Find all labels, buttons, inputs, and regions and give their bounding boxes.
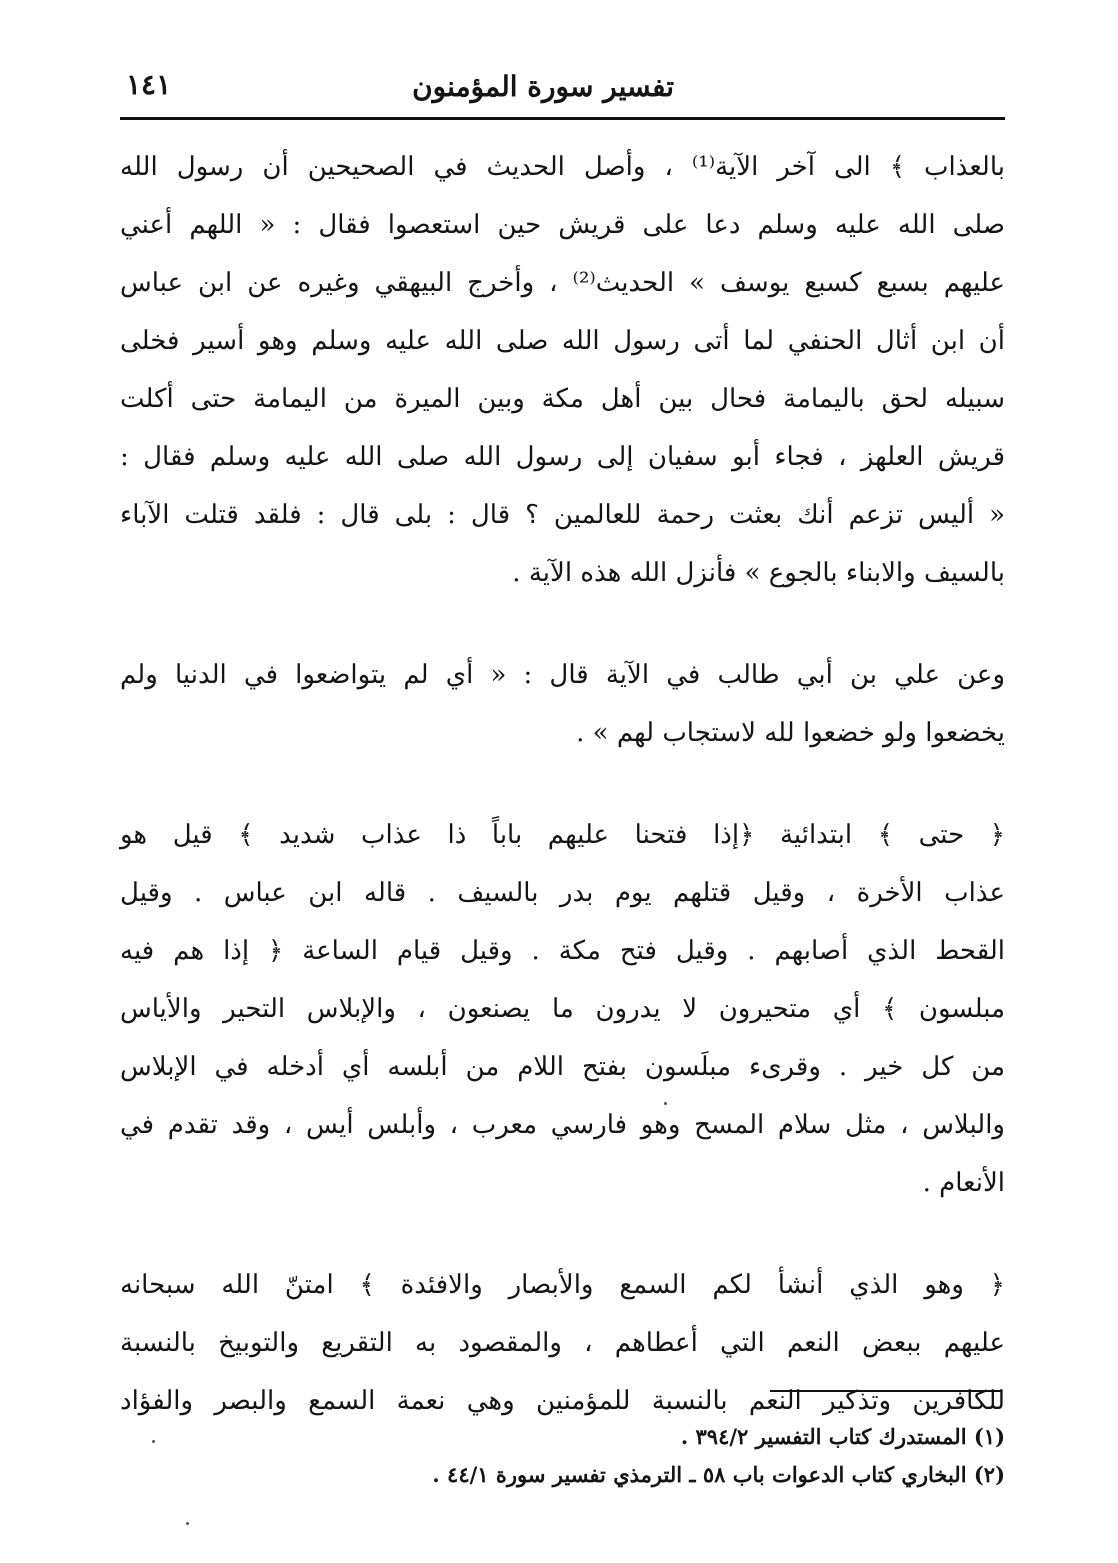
text-line: ﴿ حتى ﴾ ابتدائية ﴿إذا فتحنا عليهم باباً ذا عذاب شديد ﴾ قيل هو — [120, 820, 1005, 850]
paragraph-1 — [120, 138, 1005, 602]
text-line: للكافرين وتذكير النعم بالنسبة للمؤمنين وهي نعمة السمع والبصر والفؤاد — [120, 1386, 1005, 1416]
footnotes — [300, 1418, 1005, 1494]
text-line: عليهم بسبع كسبع يوسف » الحديث⁽²⁾ ، وأخرج البيهقي وغيره عن ابن عباس — [120, 268, 1005, 298]
text-line: يخضعوا ولو خضعوا لله لاستجاب لهم » . — [576, 718, 1005, 748]
paragraph-gap — [120, 602, 1005, 646]
paragraph-2 — [120, 646, 1005, 762]
scan-speck — [664, 1102, 667, 1105]
page-number: ١٤١ — [126, 68, 172, 101]
running-title: تفسير سورة المؤمنون — [412, 70, 674, 103]
text-line: سبيله لحق باليمامة فحال بين أهل مكة وبين الميرة من اليمامة حتى أكلت — [120, 384, 1005, 414]
text-line: بالسيف والابناء بالجوع » فأنزل الله هذه الآية . — [512, 558, 1005, 588]
text-line: صلى الله عليه وسلم دعا على قريش حين استعصوا فقال : « اللهم أعني — [120, 210, 1005, 240]
footnote-divider — [770, 1390, 1002, 1392]
text-line: عليهم ببعض النعم التي أعطاهم ، والمقصود به التقريع والتوبيخ بالنسبة — [120, 1328, 1005, 1358]
text-line: وعن علي بن أبي طالب في الآية قال : « أي لم يتواضعوا في الدنيا ولم — [120, 660, 1005, 690]
paragraph-gap — [120, 762, 1005, 806]
scan-speck — [152, 1440, 155, 1443]
text-line: عذاب الأخرة ، وقيل قتلهم يوم بدر بالسيف . قاله ابن عباس . وقيل — [120, 878, 1005, 908]
text-line: الأنعام . — [922, 1168, 1005, 1198]
scan-speck — [186, 1522, 189, 1525]
text-line: من كل خير . وقرىء مبلَسون بفتح اللام من أبلسه أي أدخله في الإبلاس — [120, 1052, 1005, 1082]
page-header — [120, 66, 1008, 112]
text-line: مبلسون ﴾ أي متحيرون لا يدرون ما يصنعون ، والإبلاس التحير والأياس — [120, 994, 1005, 1024]
paragraph-3 — [120, 806, 1005, 1212]
text-line: ﴿ وهو الذي أنشأ لكم السمع والأبصار والافئدة ﴾ امتنّ الله سبحانه — [120, 1270, 1005, 1300]
text-line: بالعذاب ﴾ الى آخر الآية⁽¹⁾ ، وأصل الحديث في الصحيحين أن رسول الله — [120, 152, 1005, 182]
paragraph-gap — [120, 1212, 1005, 1256]
header-divider — [120, 117, 1005, 120]
main-text — [120, 138, 1005, 1430]
text-line: القحط الذي أصابهم . وقيل فتح مكة . وقيل قيام الساعة ﴿ إذا هم فيه — [120, 936, 1005, 966]
text-line: أن ابن أثال الحنفي لما أتى رسول الله صلى الله عليه وسلم وهو أسير فخلى — [120, 326, 1005, 356]
text-line: قريش العلهز ، فجاء أبو سفيان إلى رسول الله صلى الله عليه وسلم فقال : — [120, 442, 1005, 472]
paragraph-4 — [120, 1256, 1005, 1430]
footnote-1: (١) المستدرك كتاب التفسير ٣٩٤/٢ . — [680, 1424, 1005, 1449]
text-line: « أليس تزعم أنك بعثت رحمة للعالمين ؟ قال : بلى قال : فلقد قتلت الآباء — [120, 500, 1005, 530]
footnote-2: (٢) البخاري كتاب الدعوات باب ٥٨ ـ الترمذي تفسير سورة ٤٤/١ . — [432, 1462, 1005, 1487]
text-line: والبلاس ، مثل سلام المسح وهو فارسي معرب ، وأبلس أيس ، وقد تقدم في — [120, 1110, 1005, 1140]
